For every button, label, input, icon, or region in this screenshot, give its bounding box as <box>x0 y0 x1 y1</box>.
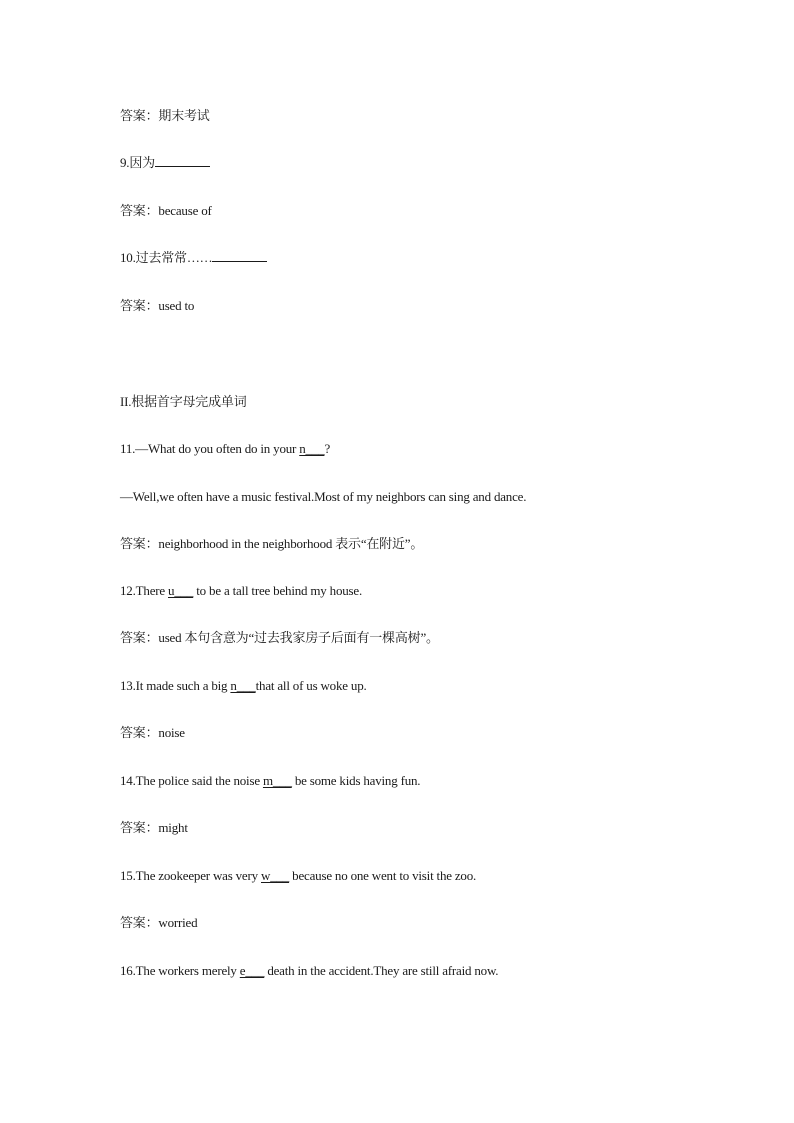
section-heading-text: II.根据首字母完成单词 <box>120 394 247 409</box>
question-11-text: 11.—What do you often do in your <box>120 441 300 456</box>
first-letter-blank: n___ <box>299 441 325 456</box>
answer-11 <box>120 535 423 553</box>
question-13 <box>120 677 367 695</box>
question-14-text: 14.The police said the noise <box>120 773 263 788</box>
answer-15-text: 答案：worried <box>120 915 198 930</box>
question-15 <box>120 867 476 885</box>
first-letter-blank: m___ <box>262 773 292 788</box>
question-12-end: to be a tall tree behind my house. <box>193 583 363 598</box>
question-16 <box>120 962 498 980</box>
first-letter-blank: n___ <box>230 678 256 693</box>
question-12 <box>120 582 362 600</box>
question-11 <box>120 440 330 458</box>
question-13-end: that all of us woke up. <box>255 678 367 693</box>
question-11-reply-text: —Well,we often have a music festival.Most of my neighbors can sing and dance. <box>120 489 527 504</box>
question-10-text: 10.过去常常…… <box>120 250 213 265</box>
first-letter-blank: u___ <box>168 583 194 598</box>
answer-9-text: 答案：because of <box>120 203 212 218</box>
question-12-text: 12.There <box>120 583 169 598</box>
answer-10-text: 答案：used to <box>120 298 195 313</box>
answer-blank <box>212 249 267 262</box>
question-16-end: death in the accident.They are still afraid now. <box>264 963 499 978</box>
question-16-text: 16.The workers merely <box>120 963 240 978</box>
answer-14-text: 答案：might <box>120 820 188 835</box>
answer-14 <box>120 819 188 837</box>
first-letter-blank: e___ <box>239 963 265 978</box>
section-heading <box>120 393 247 411</box>
question-11-end: ? <box>324 441 331 456</box>
first-letter-blank: w___ <box>261 868 290 883</box>
question-9-text: 9.因为 <box>120 155 155 170</box>
answer-13-text: 答案：noise <box>120 725 185 740</box>
question-14-end: be some kids having fun. <box>291 773 421 788</box>
answer-12 <box>120 629 439 647</box>
question-15-end: because no one went to visit the zoo. <box>289 868 477 883</box>
answer-blank <box>155 154 210 167</box>
question-14 <box>120 772 420 790</box>
answer-15 <box>120 914 197 932</box>
answer-13 <box>120 724 185 742</box>
question-9 <box>120 154 210 172</box>
question-15-text: 15.The zookeeper was very <box>120 868 261 883</box>
answer-8 <box>120 107 210 125</box>
answer-11-text: 答案：neighborhood in the neighborhood 表示“在附近”。 <box>120 536 424 551</box>
answer-8-text: 答案：期末考试 <box>120 108 210 123</box>
question-10 <box>120 249 267 267</box>
question-11-reply <box>120 488 526 506</box>
answer-12-text: 答案：used 本句含意为“过去我家房子后面有一棵高树”。 <box>120 630 439 645</box>
question-13-text: 13.It made such a big <box>120 678 231 693</box>
answer-9 <box>120 202 212 220</box>
answer-10 <box>120 297 194 315</box>
